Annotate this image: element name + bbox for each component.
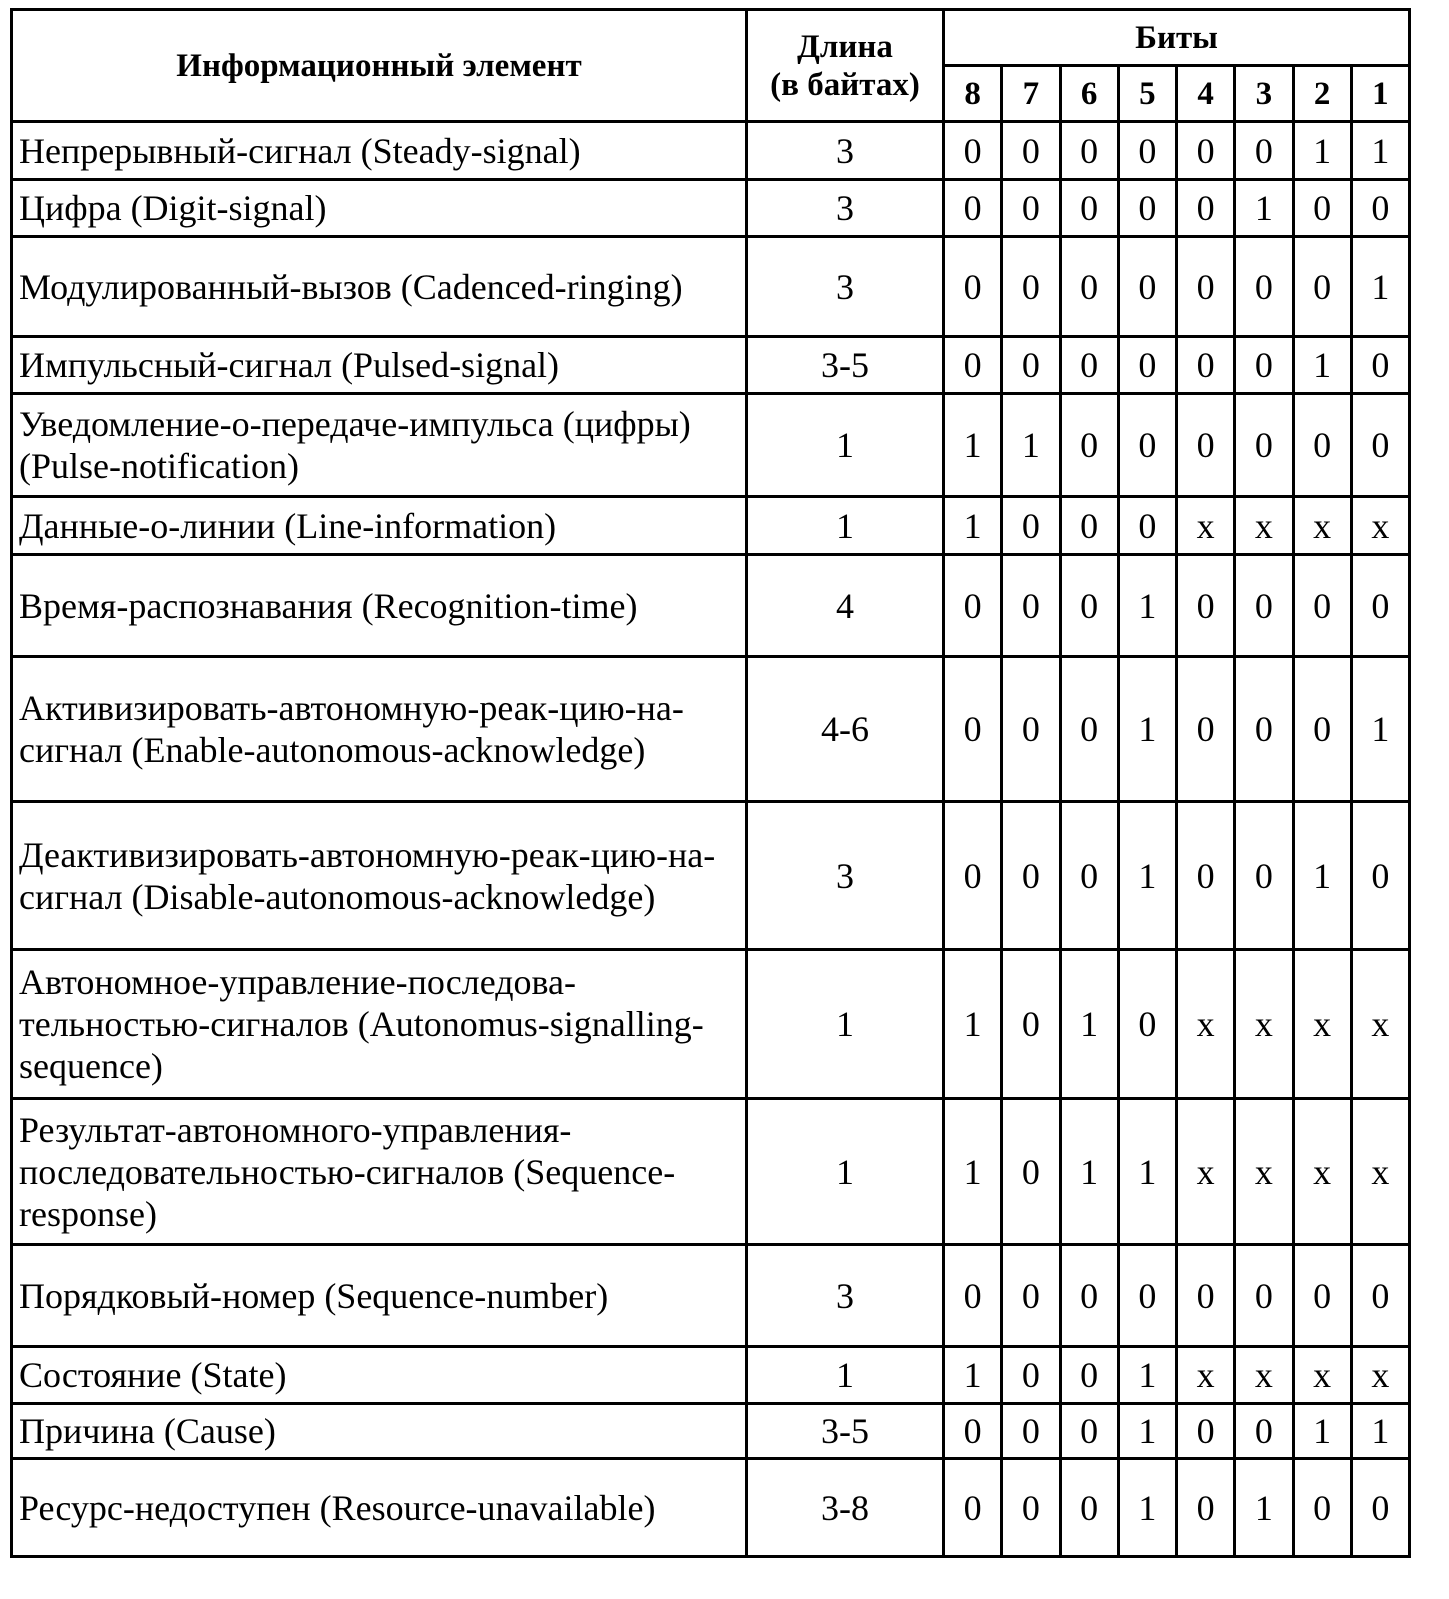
- bit-value: 0: [1235, 657, 1293, 802]
- bit-value: 0: [1060, 237, 1118, 337]
- table-row: [12, 1347, 1410, 1404]
- bit-value: 0: [1177, 1245, 1235, 1347]
- bit-value: 1: [1235, 1459, 1293, 1557]
- element-length: 4-6: [747, 657, 944, 802]
- bit-value: x: [1351, 950, 1409, 1099]
- bit-value: 0: [1002, 1459, 1060, 1557]
- bit-value: x: [1293, 497, 1351, 555]
- bit-value: 0: [944, 1245, 1002, 1347]
- header-bit-number: 6: [1060, 66, 1118, 122]
- bit-value: 1: [944, 950, 1002, 1099]
- bit-value: 0: [1235, 337, 1293, 394]
- element-name: Активизировать-автономную-реак-цию-на-сигнал (Enable-autonomous-acknowledge): [12, 657, 747, 802]
- bit-value: 1: [1293, 1404, 1351, 1459]
- header-element: Информационный элемент: [12, 10, 747, 122]
- bit-value: 0: [1235, 1404, 1293, 1459]
- element-name: Цифра (Digit-signal): [12, 180, 747, 237]
- header-bit-number: 8: [944, 66, 1002, 122]
- bit-value: x: [1351, 1347, 1409, 1404]
- bit-value: 0: [1118, 122, 1176, 180]
- bit-value: 0: [1235, 1245, 1293, 1347]
- bit-value: 0: [1235, 394, 1293, 497]
- bit-value: 0: [1293, 237, 1351, 337]
- bit-value: 0: [1177, 555, 1235, 657]
- table-row: [12, 950, 1410, 1099]
- bit-value: 0: [1002, 950, 1060, 1099]
- element-name: Деактивизировать-автономную-реак-цию-на-сигнал (Disable-autonomous-acknowledge): [12, 802, 747, 950]
- bit-value: 0: [1177, 1404, 1235, 1459]
- information-elements-table: [10, 8, 1411, 1558]
- bit-value: 0: [1118, 337, 1176, 394]
- bit-value: 1: [1351, 237, 1409, 337]
- bit-value: 0: [1118, 237, 1176, 337]
- bit-value: 0: [1351, 1245, 1409, 1347]
- bit-value: 0: [1351, 180, 1409, 237]
- element-name: Причина (Cause): [12, 1404, 747, 1459]
- bit-value: 0: [1002, 237, 1060, 337]
- bit-value: 1: [1060, 950, 1118, 1099]
- table-row: [12, 802, 1410, 950]
- bit-value: 0: [1002, 657, 1060, 802]
- element-length: 1: [747, 950, 944, 1099]
- bit-value: 0: [1060, 657, 1118, 802]
- bit-value: 0: [1351, 555, 1409, 657]
- bit-value: 0: [1002, 1245, 1060, 1347]
- bit-value: 1: [1351, 657, 1409, 802]
- bit-value: 0: [1002, 555, 1060, 657]
- bit-value: x: [1235, 1099, 1293, 1245]
- bit-value: 0: [1060, 1347, 1118, 1404]
- element-length: 3: [747, 180, 944, 237]
- bit-value: 0: [1293, 180, 1351, 237]
- table-row: [12, 337, 1410, 394]
- element-name: Непрерывный-сигнал (Steady-signal): [12, 122, 747, 180]
- bit-value: 0: [1002, 1404, 1060, 1459]
- element-length: 1: [747, 394, 944, 497]
- bit-value: 0: [1235, 802, 1293, 950]
- element-length: 3-5: [747, 337, 944, 394]
- bit-value: 0: [1060, 555, 1118, 657]
- header-bit-number: 5: [1118, 66, 1176, 122]
- bit-value: 1: [1118, 1459, 1176, 1557]
- bit-value: 0: [1060, 394, 1118, 497]
- bit-value: 0: [1235, 555, 1293, 657]
- bit-value: 1: [944, 394, 1002, 497]
- table-row: [12, 180, 1410, 237]
- element-length: 3-8: [747, 1459, 944, 1557]
- bit-value: 0: [1002, 497, 1060, 555]
- bit-value: x: [1177, 950, 1235, 1099]
- bit-value: 0: [944, 802, 1002, 950]
- bit-value: 0: [1002, 180, 1060, 237]
- bit-value: 1: [1118, 802, 1176, 950]
- bit-value: 1: [1118, 1347, 1176, 1404]
- table-row: [12, 122, 1410, 180]
- bit-value: 0: [1118, 497, 1176, 555]
- bit-value: x: [1293, 1347, 1351, 1404]
- bit-value: 0: [1060, 1245, 1118, 1347]
- element-length: 3: [747, 237, 944, 337]
- bit-value: 0: [1118, 180, 1176, 237]
- element-length: 1: [747, 497, 944, 555]
- bit-value: 0: [944, 122, 1002, 180]
- element-length: 3: [747, 1245, 944, 1347]
- bit-value: 0: [1060, 802, 1118, 950]
- header-length-line1: Длина: [797, 28, 893, 65]
- bit-value: 1: [1351, 1404, 1409, 1459]
- table-row: [12, 497, 1410, 555]
- table-row: [12, 555, 1410, 657]
- bit-value: 0: [1235, 122, 1293, 180]
- bit-value: 0: [1002, 802, 1060, 950]
- table-row: [12, 1404, 1410, 1459]
- bit-value: 1: [1293, 802, 1351, 950]
- bit-value: 1: [944, 497, 1002, 555]
- element-length: 3: [747, 802, 944, 950]
- bit-value: 1: [944, 1099, 1002, 1245]
- element-name: Состояние (State): [12, 1347, 747, 1404]
- bit-value: 1: [1118, 1099, 1176, 1245]
- bit-value: 0: [1293, 657, 1351, 802]
- bit-value: 0: [1177, 1459, 1235, 1557]
- bit-value: 0: [1002, 1099, 1060, 1245]
- bit-value: x: [1351, 1099, 1409, 1245]
- element-name: Порядковый-номер (Sequence-number): [12, 1245, 747, 1347]
- bit-value: 1: [1293, 122, 1351, 180]
- bit-value: 0: [1351, 1459, 1409, 1557]
- header-bit-number: 1: [1351, 66, 1409, 122]
- bit-value: 0: [1177, 394, 1235, 497]
- bit-value: 1: [1293, 337, 1351, 394]
- table-row: [12, 1245, 1410, 1347]
- bit-value: x: [1293, 1099, 1351, 1245]
- bit-value: 1: [1351, 122, 1409, 180]
- bit-value: 0: [1293, 1459, 1351, 1557]
- element-name: Ресурс-недоступен (Resource-unavailable): [12, 1459, 747, 1557]
- table-row: [12, 1459, 1410, 1557]
- bit-value: x: [1177, 497, 1235, 555]
- element-name: Модулированный-вызов (Cadenced-ringing): [12, 237, 747, 337]
- bit-value: 0: [944, 180, 1002, 237]
- bit-value: x: [1235, 1347, 1293, 1404]
- bit-value: 1: [944, 1347, 1002, 1404]
- element-name: Данные-о-линии (Line-information): [12, 497, 747, 555]
- header-bit-number: 4: [1177, 66, 1235, 122]
- bit-value: x: [1177, 1099, 1235, 1245]
- bit-value: 0: [944, 1459, 1002, 1557]
- bit-value: 1: [1060, 1099, 1118, 1245]
- bit-value: 1: [1118, 1404, 1176, 1459]
- bit-value: 0: [944, 555, 1002, 657]
- table-row: [12, 1099, 1410, 1245]
- header-bits: Биты: [944, 10, 1410, 66]
- bit-value: 0: [1293, 555, 1351, 657]
- bit-value: 0: [1118, 950, 1176, 1099]
- header-length: [747, 10, 944, 122]
- bit-value: 0: [1060, 180, 1118, 237]
- header-bit-number: 3: [1235, 66, 1293, 122]
- element-length: 1: [747, 1099, 944, 1245]
- bit-value: 0: [1351, 394, 1409, 497]
- bit-value: 1: [1118, 657, 1176, 802]
- bit-value: x: [1177, 1347, 1235, 1404]
- bit-value: 1: [1002, 394, 1060, 497]
- element-length: 1: [747, 1347, 944, 1404]
- bit-value: 0: [944, 237, 1002, 337]
- bit-value: 0: [1060, 337, 1118, 394]
- bit-value: x: [1235, 950, 1293, 1099]
- bit-value: 0: [1002, 337, 1060, 394]
- element-length: 3-5: [747, 1404, 944, 1459]
- bit-value: 0: [1118, 1245, 1176, 1347]
- bit-value: 0: [1002, 122, 1060, 180]
- bit-value: 0: [1293, 394, 1351, 497]
- bit-value: 1: [1118, 555, 1176, 657]
- bit-value: 0: [1177, 802, 1235, 950]
- header-bit-number: 2: [1293, 66, 1351, 122]
- element-name: Уведомление-о-передаче-импульса (цифры) (Pulse-notification): [12, 394, 747, 497]
- table-row: [12, 394, 1410, 497]
- bit-value: 0: [1293, 1245, 1351, 1347]
- bit-value: 0: [1351, 337, 1409, 394]
- element-name: Импульсный-сигнал (Pulsed-signal): [12, 337, 747, 394]
- header-length-line2: (в байтах): [770, 66, 920, 103]
- bit-value: 0: [1118, 394, 1176, 497]
- bit-value: 0: [1177, 180, 1235, 237]
- element-length: 3: [747, 122, 944, 180]
- table-row: [12, 657, 1410, 802]
- bit-value: 0: [1060, 497, 1118, 555]
- bit-value: 0: [1060, 122, 1118, 180]
- bit-value: 0: [944, 337, 1002, 394]
- table-row: [12, 237, 1410, 337]
- bit-value: 0: [1351, 802, 1409, 950]
- element-name: Автономное-управление-последова-тельностью-сигналов (Autonomus-signalling-sequence): [12, 950, 747, 1099]
- bit-value: x: [1351, 497, 1409, 555]
- element-length: 4: [747, 555, 944, 657]
- bit-value: 0: [1177, 657, 1235, 802]
- bit-value: 0: [1235, 237, 1293, 337]
- bit-value: x: [1293, 950, 1351, 1099]
- bit-value: 0: [1060, 1404, 1118, 1459]
- bit-value: 0: [1177, 122, 1235, 180]
- bit-value: 0: [1177, 237, 1235, 337]
- header-bit-number: 7: [1002, 66, 1060, 122]
- bit-value: 0: [944, 657, 1002, 802]
- bit-value: x: [1235, 497, 1293, 555]
- element-name: Время-распознавания (Recognition-time): [12, 555, 747, 657]
- element-name: Результат-автономного-управления-последовательностью-сигналов (Sequence-response): [12, 1099, 747, 1245]
- bit-value: 0: [1177, 337, 1235, 394]
- bit-value: 1: [1235, 180, 1293, 237]
- bit-value: 0: [944, 1404, 1002, 1459]
- bit-value: 0: [1002, 1347, 1060, 1404]
- bit-value: 0: [1060, 1459, 1118, 1557]
